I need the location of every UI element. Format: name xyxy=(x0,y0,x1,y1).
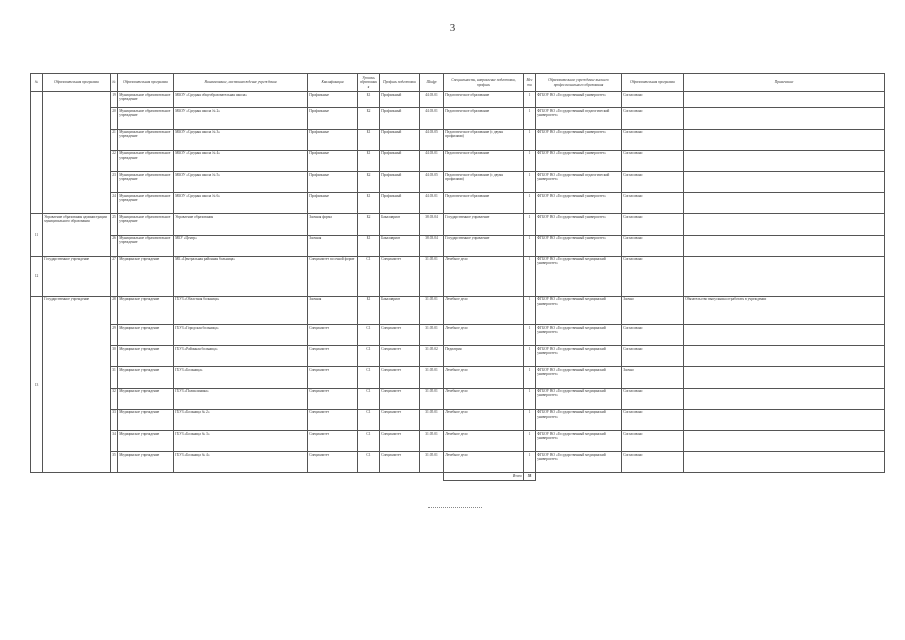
header-reg: Наименование, местонахождение учреждения xyxy=(174,74,308,92)
cell-form: Специалитет xyxy=(308,367,358,388)
cell-profile: Бакалавриат xyxy=(380,214,420,235)
cell-code: 38.03.04 xyxy=(420,235,444,256)
cell-code: 31.05.01 xyxy=(420,367,444,388)
table-row xyxy=(31,346,885,367)
cell-org: Муниципальное образовательное учреждение xyxy=(118,193,174,214)
cell-code: 44.03.01 xyxy=(420,150,444,171)
group-name-cell xyxy=(43,92,111,214)
cell-reg: ГБУЗ «Городская больница» xyxy=(174,325,308,346)
cell-count: 1 xyxy=(524,325,536,346)
cell-term: С1 xyxy=(358,452,380,473)
cell-note xyxy=(684,171,885,192)
cell-spec: Лечебное дело xyxy=(444,431,524,452)
cell-note xyxy=(684,431,885,452)
cell-univ: ФГБОУ ВО «Государственный медицинский университет» xyxy=(536,431,622,452)
cell-count: 1 xyxy=(524,108,536,129)
cell-note xyxy=(684,346,885,367)
cell-org: Медицинское учреждение xyxy=(118,346,174,367)
total-row xyxy=(31,473,885,480)
cell-count: 1 xyxy=(524,431,536,452)
cell-note xyxy=(684,256,885,296)
cell-form: Профильные xyxy=(308,108,358,129)
group-num-cell: 12 xyxy=(31,256,43,296)
cell-code: 31.05.01 xyxy=(420,256,444,296)
cell-n: 27 xyxy=(111,256,118,296)
page-number: 3 xyxy=(449,22,456,34)
cell-univ: ФГБОУ ВО «Государственный университет» xyxy=(536,235,622,256)
cell-note: Обязательство выпускника отработать в учреждении xyxy=(684,296,885,324)
cell-term: С1 xyxy=(358,256,380,296)
cell-univ: ФГБОУ ВО «Государственный университет» xyxy=(536,193,622,214)
header-n: № xyxy=(111,74,118,92)
cell-term: Б1 xyxy=(358,150,380,171)
cell-n: 24 xyxy=(111,193,118,214)
cell-profile: Специалитет xyxy=(380,256,420,296)
cell-reg: МБОУ «Средняя школа № 4» xyxy=(174,150,308,171)
total-value: 58 xyxy=(524,473,536,480)
cell-univ: ФГБОУ ВО «Государственный медицинский университет» xyxy=(536,256,622,296)
cell-reg: ГБУЗ «Больница № 4» xyxy=(174,452,308,473)
cell-spec: Педагогическое образование (с двумя профилями) xyxy=(444,129,524,150)
group-num-cell xyxy=(31,92,43,214)
table-row xyxy=(31,296,885,324)
cell-count: 1 xyxy=(524,235,536,256)
table-row xyxy=(31,431,885,452)
cell-profile: Профильный xyxy=(380,92,420,108)
cell-univ: ФГБОУ ВО «Государственный медицинский университет» xyxy=(536,388,622,409)
header-num: № xyxy=(31,74,43,92)
cell-agree: Согласовано xyxy=(622,409,684,430)
cell-reg: МБ «Центральная районная больница» xyxy=(174,256,308,296)
cell-agree: Согласовано xyxy=(622,129,684,150)
cell-form: Специалитет xyxy=(308,431,358,452)
cell-univ: ФГБОУ ВО «Государственный медицинский университет» xyxy=(536,367,622,388)
cell-n: 26 xyxy=(111,235,118,256)
cell-univ: ФГБОУ ВО «Государственный педагогический университет» xyxy=(536,108,622,129)
cell-org: Муниципальное образовательное учреждение xyxy=(118,150,174,171)
cell-form: Специалитет xyxy=(308,346,358,367)
cell-code: 44.03.05 xyxy=(420,171,444,192)
cell-note xyxy=(684,367,885,388)
cell-count: 1 xyxy=(524,296,536,324)
cell-agree: Согласовано xyxy=(622,193,684,214)
cell-reg: ГБУЗ «Больница» xyxy=(174,367,308,388)
cell-term: Б2 xyxy=(358,108,380,129)
cell-count: 1 xyxy=(524,171,536,192)
group-num-cell: 11 xyxy=(31,214,43,256)
table-row xyxy=(31,452,885,473)
header-univ: Образовательное учреждение высшего профессионального образования xyxy=(536,74,622,92)
group-num-cell: 13 xyxy=(31,296,43,473)
cell-term: С1 xyxy=(358,388,380,409)
cell-note xyxy=(684,214,885,235)
cell-profile: Специалитет xyxy=(380,367,420,388)
cell-n: 31 xyxy=(111,367,118,388)
cell-univ: ФГБОУ ВО «Государственный университет» xyxy=(536,214,622,235)
cell-spec: Педиатрия xyxy=(444,346,524,367)
cell-note xyxy=(684,92,885,108)
cell-code: 44.03.01 xyxy=(420,193,444,214)
cell-org: Муниципальное образовательное учреждение xyxy=(118,129,174,150)
cell-agree: Согласовано xyxy=(622,235,684,256)
cell-profile: Профильный xyxy=(380,150,420,171)
cell-profile: Бакалавриат xyxy=(380,296,420,324)
cell-code: 44.03.01 xyxy=(420,108,444,129)
cell-org: Муниципальное образовательное учреждение xyxy=(118,214,174,235)
cell-spec: Педагогическое образование xyxy=(444,193,524,214)
cell-n: 23 xyxy=(111,171,118,192)
cell-agree: Согласовано xyxy=(622,92,684,108)
cell-profile: Профильный xyxy=(380,108,420,129)
cell-org: Медицинское учреждение xyxy=(118,256,174,296)
cell-count: 1 xyxy=(524,193,536,214)
header-org: Образовательная программа xyxy=(118,74,174,92)
cell-reg: МБОУ «Средняя школа № 3» xyxy=(174,129,308,150)
cell-org: Медицинское учреждение xyxy=(118,296,174,324)
cell-reg: МБУ «Центр» xyxy=(174,235,308,256)
cell-spec: Государственное управление xyxy=(444,214,524,235)
cell-term: Б1 xyxy=(358,129,380,150)
cell-spec: Лечебное дело xyxy=(444,388,524,409)
cell-term: Б1 xyxy=(358,193,380,214)
table-row xyxy=(31,108,885,129)
cell-note xyxy=(684,193,885,214)
cell-univ: ФГБОУ ВО «Государственный медицинский университет» xyxy=(536,296,622,324)
cell-spec: Лечебное дело xyxy=(444,367,524,388)
cell-n: 33 xyxy=(111,409,118,430)
cell-term: Б2 xyxy=(358,171,380,192)
cell-spec: Педагогическое образование xyxy=(444,150,524,171)
table-row xyxy=(31,129,885,150)
cell-form: Профильные xyxy=(308,92,358,108)
cell-form: Специалитет по очной форме xyxy=(308,256,358,296)
cell-n: 28 xyxy=(111,296,118,324)
cell-spec: Государственное управление xyxy=(444,235,524,256)
footer-divider xyxy=(428,507,482,508)
cell-term: Б1 xyxy=(358,92,380,108)
cell-agree: Согласовано xyxy=(622,431,684,452)
cell-profile: Специалитет xyxy=(380,452,420,473)
cell-term: С1 xyxy=(358,325,380,346)
cell-note xyxy=(684,150,885,171)
cell-profile: Профильный xyxy=(380,193,420,214)
cell-spec: Лечебное дело xyxy=(444,452,524,473)
cell-form: Заочная xyxy=(308,296,358,324)
cell-univ: ФГБОУ ВО «Государственный медицинский университет» xyxy=(536,452,622,473)
cell-n: 21 xyxy=(111,129,118,150)
cell-term: С1 xyxy=(358,431,380,452)
cell-agree: Согласовано xyxy=(622,214,684,235)
cell-form: Специалитет xyxy=(308,452,358,473)
cell-univ: ФГБОУ ВО «Государственный медицинский университет» xyxy=(536,346,622,367)
cell-univ: ФГБОУ ВО «Государственный медицинский университет» xyxy=(536,325,622,346)
cell-code: 44.03.05 xyxy=(420,129,444,150)
cell-profile: Специалитет xyxy=(380,346,420,367)
cell-spec: Лечебное дело xyxy=(444,296,524,324)
cell-note xyxy=(684,325,885,346)
cell-profile: Бакалавриат xyxy=(380,235,420,256)
cell-profile: Специалитет xyxy=(380,325,420,346)
header-row xyxy=(31,74,885,92)
cell-form: Заочная форма xyxy=(308,214,358,235)
cell-profile: Профильный xyxy=(380,129,420,150)
cell-code: 31.05.01 xyxy=(420,452,444,473)
group-name-cell: Государственное учреждение xyxy=(43,296,111,473)
table-row xyxy=(31,214,885,235)
cell-reg: МБОУ «Средняя школа № 5» xyxy=(174,171,308,192)
cell-agree: Согласовано xyxy=(622,325,684,346)
cell-n: 29 xyxy=(111,325,118,346)
cell-org: Муниципальное образовательное учреждение xyxy=(118,92,174,108)
cell-agree: Согласовано xyxy=(622,150,684,171)
header-group: Образовательная программа xyxy=(43,74,111,92)
cell-count: 1 xyxy=(524,388,536,409)
cell-term: С1 xyxy=(358,367,380,388)
cell-profile: Специалитет xyxy=(380,388,420,409)
cell-count: 1 xyxy=(524,452,536,473)
cell-org: Медицинское учреждение xyxy=(118,409,174,430)
cell-spec: Педагогическое образование xyxy=(444,108,524,129)
cell-count: 1 xyxy=(524,256,536,296)
header-count: Места xyxy=(524,74,536,92)
cell-org: Медицинское учреждение xyxy=(118,431,174,452)
cell-code: 31.05.01 xyxy=(420,296,444,324)
cell-term: С1 xyxy=(358,409,380,430)
table-row xyxy=(31,150,885,171)
table-row xyxy=(31,388,885,409)
cell-spec: Педагогическое образование xyxy=(444,92,524,108)
cell-note xyxy=(684,129,885,150)
cell-agree: Согласовано xyxy=(622,171,684,192)
cell-n: 30 xyxy=(111,346,118,367)
header-agree: Образовательная программа xyxy=(622,74,684,92)
table-row xyxy=(31,193,885,214)
cell-code: 38.03.04 xyxy=(420,214,444,235)
header-spec: Специальность, направление подготовки, профиль xyxy=(444,74,524,92)
table-row xyxy=(31,256,885,296)
cell-n: 22 xyxy=(111,150,118,171)
cell-count: 1 xyxy=(524,367,536,388)
cell-form: Профильные xyxy=(308,129,358,150)
table-row xyxy=(31,409,885,430)
header-term: Уровень образования xyxy=(358,74,380,92)
cell-org: Муниципальное образовательное учреждение xyxy=(118,235,174,256)
cell-univ: ФГБОУ ВО «Государственный медицинский университет» xyxy=(536,409,622,430)
table-row xyxy=(31,367,885,388)
cell-code: 31.05.01 xyxy=(420,325,444,346)
cell-reg: Управление образования xyxy=(174,214,308,235)
header-code: Шифр xyxy=(420,74,444,92)
cell-count: 1 xyxy=(524,150,536,171)
cell-count: 1 xyxy=(524,409,536,430)
cell-univ: ФГБОУ ВО «Государственный университет» xyxy=(536,92,622,108)
cell-form: Профильные xyxy=(308,150,358,171)
cell-code: 31.05.01 xyxy=(420,388,444,409)
table-row xyxy=(31,171,885,192)
cell-org: Медицинское учреждение xyxy=(118,367,174,388)
cell-code: 31.05.01 xyxy=(420,431,444,452)
cell-form: Специалитет xyxy=(308,409,358,430)
cell-reg: МБОУ «Средняя общеобразовательная школа» xyxy=(174,92,308,108)
cell-agree: Согласовано xyxy=(622,108,684,129)
cell-reg: МБОУ «Средняя школа № 2» xyxy=(174,108,308,129)
cell-note xyxy=(684,108,885,129)
cell-org: Медицинское учреждение xyxy=(118,452,174,473)
cell-reg: ГБУЗ «Областная больница» xyxy=(174,296,308,324)
cell-term: Б2 xyxy=(358,214,380,235)
cell-note xyxy=(684,388,885,409)
cell-term: С1 xyxy=(358,346,380,367)
cell-form: Специалитет xyxy=(308,325,358,346)
quota-table xyxy=(30,73,885,481)
cell-n: 34 xyxy=(111,431,118,452)
header-note: Примечание xyxy=(684,74,885,92)
cell-count: 1 xyxy=(524,346,536,367)
cell-profile: Профильный xyxy=(380,171,420,192)
cell-agree: Согласовано xyxy=(622,346,684,367)
cell-note xyxy=(684,409,885,430)
cell-reg: ГБУЗ «Районная больница» xyxy=(174,346,308,367)
cell-agree: Согласовано xyxy=(622,388,684,409)
table-row xyxy=(31,235,885,256)
cell-term: Б1 xyxy=(358,296,380,324)
table-row xyxy=(31,325,885,346)
cell-org: Муниципальное образовательное учреждение xyxy=(118,171,174,192)
cell-agree: Заочно xyxy=(622,367,684,388)
cell-form: Профильные xyxy=(308,193,358,214)
cell-agree: Согласовано xyxy=(622,452,684,473)
cell-n: 35 xyxy=(111,452,118,473)
cell-n: 25 xyxy=(111,214,118,235)
cell-note xyxy=(684,235,885,256)
cell-univ: ФГБОУ ВО «Государственный университет» xyxy=(536,150,622,171)
cell-form: Специалитет xyxy=(308,388,358,409)
cell-term: Б1 xyxy=(358,235,380,256)
header-form: Квалификация xyxy=(308,74,358,92)
cell-n: 20 xyxy=(111,108,118,129)
cell-reg: МБОУ «Средняя школа № 6» xyxy=(174,193,308,214)
cell-reg: ГБУЗ «Больница № 2» xyxy=(174,409,308,430)
cell-spec: Лечебное дело xyxy=(444,256,524,296)
cell-code: 31.05.02 xyxy=(420,346,444,367)
cell-univ: ФГБОУ ВО «Государственный университет» xyxy=(536,129,622,150)
cell-count: 1 xyxy=(524,92,536,108)
cell-org: Медицинское учреждение xyxy=(118,388,174,409)
cell-profile: Специалитет xyxy=(380,409,420,430)
cell-code: 31.05.01 xyxy=(420,409,444,430)
cell-note xyxy=(684,452,885,473)
group-name-cell: Управление образования администрации муниципального образования xyxy=(43,214,111,256)
cell-form: Профильные xyxy=(308,171,358,192)
header-profile: Профиль подготовки xyxy=(380,74,420,92)
total-label: Итого xyxy=(444,473,524,480)
cell-code: 44.03.01 xyxy=(420,92,444,108)
cell-reg: ГБУЗ «Поликлиника» xyxy=(174,388,308,409)
cell-spec: Педагогическое образование (с двумя профилями) xyxy=(444,171,524,192)
cell-agree: Согласовано xyxy=(622,256,684,296)
table-row xyxy=(31,92,885,108)
cell-agree: Заочно xyxy=(622,296,684,324)
cell-spec: Лечебное дело xyxy=(444,409,524,430)
group-name-cell: Государственное учреждение xyxy=(43,256,111,296)
cell-profile: Специалитет xyxy=(380,431,420,452)
cell-reg: ГБУЗ «Больница № 3» xyxy=(174,431,308,452)
cell-n: 32 xyxy=(111,388,118,409)
cell-n: 19 xyxy=(111,92,118,108)
cell-form: Заочная xyxy=(308,235,358,256)
cell-org: Медицинское учреждение xyxy=(118,325,174,346)
cell-univ: ФГБОУ ВО «Государственный педагогический университет» xyxy=(536,171,622,192)
cell-count: 1 xyxy=(524,214,536,235)
cell-spec: Лечебное дело xyxy=(444,325,524,346)
cell-count: 1 xyxy=(524,129,536,150)
cell-org: Муниципальное образовательное учреждение xyxy=(118,108,174,129)
